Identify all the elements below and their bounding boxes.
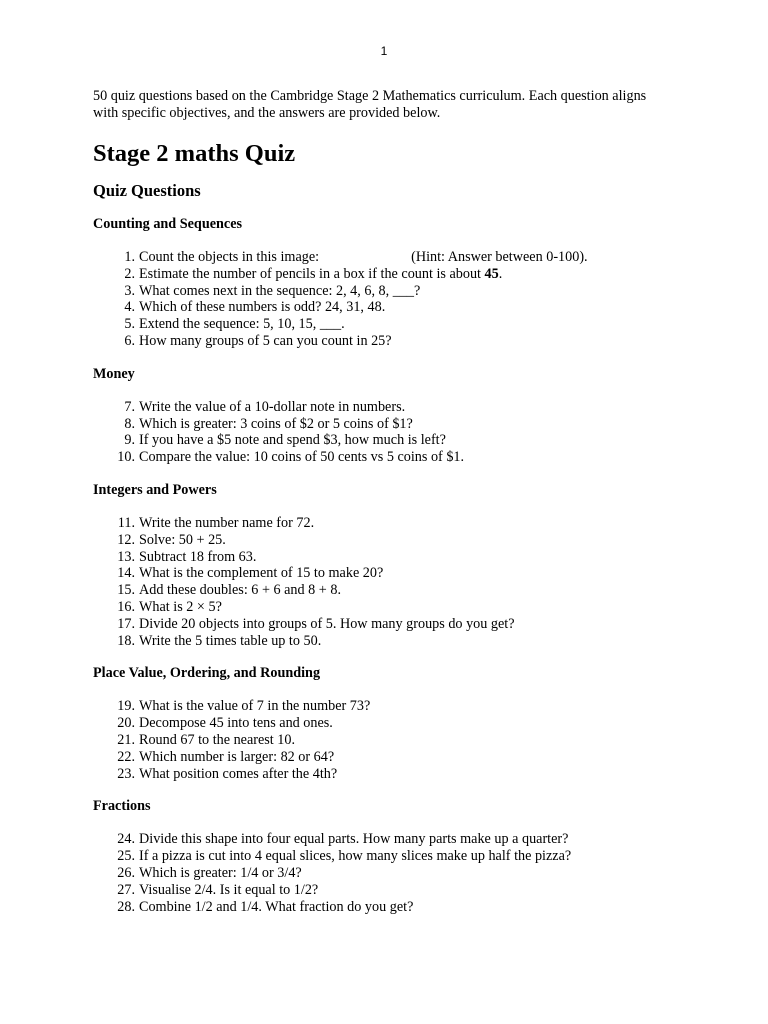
question-text: What is 2 × 5? [139,598,222,615]
question-text: Which of these numbers is odd? 24, 31, 48. [139,299,386,316]
question-number: 11. [117,514,135,531]
quiz-questions-heading: Quiz Questions [93,181,201,200]
question-text: Round 67 to the nearest 10. [139,731,296,748]
section-heading: Fractions [93,798,151,815]
question-item [93,449,673,466]
question-text: Combine 1/2 and 1/4. What fraction do you get? [139,898,414,915]
question-text: Add these doubles: 6 + 6 and 8 + 8. [139,582,341,599]
page-number: 1 [380,44,388,58]
question-number: 7. [124,398,135,415]
question-text: Extend the sequence: 5, 10, 15, ___. [139,316,345,333]
section-heading: Integers and Powers [93,481,217,498]
question-text: Write the 5 times table up to 50. [139,632,322,649]
question-text: Divide this shape into four equal parts. How many parts make up a quarter? [139,831,569,848]
section-heading: Money [93,365,135,382]
question-number: 10. [117,449,135,466]
question-number: 16. [117,598,135,615]
question-text: Visualise 2/4. Is it equal to 1/2? [139,881,319,898]
question-list [93,399,673,466]
question-number: 18. [117,632,135,649]
question-item [93,416,673,433]
section-fractions [93,798,673,915]
question-item [93,882,673,899]
question-number: 23. [117,765,135,782]
question-list [93,698,673,782]
section-heading: Place Value, Ordering, and Rounding [93,665,321,682]
question-item [93,249,673,266]
question-number: 9. [124,432,135,449]
question-number: 2. [124,265,135,282]
question-number: 20. [117,715,135,732]
question-bold-value: 45 [484,265,499,282]
question-text: Which is greater: 1/4 or 3/4? [139,864,302,881]
question-number: 4. [124,299,135,316]
question-text: What position comes after the 4th? [139,765,338,782]
question-item [93,599,673,616]
question-item [93,715,673,732]
question-list [93,831,673,915]
question-item [93,732,673,749]
question-text: Decompose 45 into tens and ones. [139,715,333,732]
question-number: 15. [117,582,135,599]
section-heading: Counting and Sequences [93,216,243,232]
question-text: How many groups of 5 can you count in 25? [139,332,392,349]
section-money [93,366,673,466]
question-text: Subtract 18 from 63. [139,548,257,565]
question-text: Which number is larger: 82 or 64? [139,748,335,765]
question-item [93,316,673,333]
section-counting-and-sequences [93,216,673,350]
question-text: Which is greater: 3 coins of $2 or 5 coins of $1? [139,415,413,432]
question-text: Write the value of a 10-dollar note in numbers. [139,398,406,415]
question-text: If you have a $5 note and spend $3, how much is left? [139,432,446,449]
question-hint: (Hint: Answer between 0-100). [411,249,588,265]
question-number: 26. [117,864,135,881]
question-number: 12. [117,531,135,548]
question-number: 27. [117,881,135,898]
question-item [93,532,673,549]
question-text: Write the number name for 72. [139,514,315,531]
question-number: 25. [117,848,135,865]
question-list [93,515,673,649]
question-number: 6. [124,332,135,349]
page-title: Stage 2 maths Quiz [93,140,296,167]
question-item [93,766,673,783]
intro-paragraph: 50 quiz questions based on the Cambridge Stage 2 Mathematics curriculum. Each question aligns with specific objectives, and the answers are provided below. [93,88,647,121]
question-number: 21. [117,731,135,748]
question-item [93,515,673,532]
section-place-value-ordering-rounding [93,665,673,782]
question-number: 8. [124,415,135,432]
question-text: If a pizza is cut into 4 equal slices, how many slices make up half the pizza? [139,848,572,865]
question-item [93,899,673,916]
question-item [93,283,673,300]
question-item [93,848,673,865]
question-item [93,333,673,350]
question-number: 13. [117,548,135,565]
question-number: 24. [117,831,135,848]
question-item [93,565,673,582]
question-item [93,299,673,316]
question-item [93,616,673,633]
question-number: 5. [124,316,135,333]
document-body [93,88,673,915]
question-number: 14. [117,565,135,582]
question-text: What comes next in the sequence: 2, 4, 6, 8, ___? [139,282,421,299]
question-text-end: . [498,265,503,282]
question-text: Solve: 50 + 25. [139,531,226,548]
question-item [93,432,673,449]
question-item [93,399,673,416]
question-item [93,865,673,882]
question-text: What is the complement of 15 to make 20? [139,565,384,582]
question-text: Divide 20 objects into groups of 5. How many groups do you get? [139,615,515,632]
question-number: 19. [117,698,135,715]
question-text: Count the objects in this image: [139,249,320,265]
question-item [93,549,673,566]
question-item [93,831,673,848]
question-text: What is the value of 7 in the number 73? [139,698,371,715]
question-text: Compare the value: 10 coins of 50 cents vs 5 coins of $1. [139,449,465,466]
question-text: Estimate the number of pencils in a box if the count is about [139,265,485,282]
question-item [93,266,673,283]
question-item [93,633,673,650]
question-number: 17. [117,615,135,632]
question-item [93,582,673,599]
question-number: 3. [124,282,135,299]
question-number: 28. [117,898,135,915]
question-number: 1. [124,249,135,265]
question-item [93,698,673,715]
section-integers-and-powers [93,482,673,649]
question-number: 22. [117,748,135,765]
question-list [93,249,673,350]
question-item [93,749,673,766]
